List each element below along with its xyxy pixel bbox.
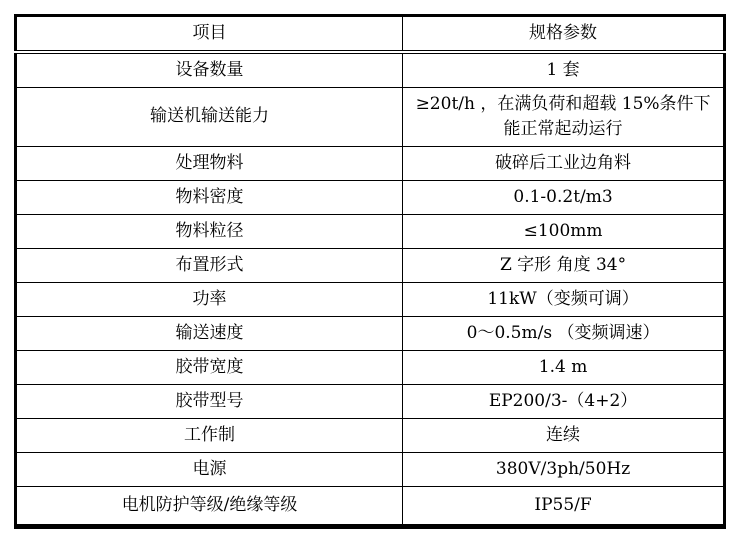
row-handled-material [16, 147, 725, 181]
spec-cell: 1 套 [403, 52, 725, 88]
row-belt-width [16, 351, 725, 385]
row-duty-cycle [16, 419, 725, 453]
row-belt-model [16, 385, 725, 419]
spec-cell: ≤100mm [403, 215, 725, 249]
spec-cell: ≥20t/h ，在满负荷和超载 15%条件下能正常起动运行 [403, 88, 725, 147]
spec-cell: EP200/3-（4+2） [403, 385, 725, 419]
row-conveying-speed [16, 317, 725, 351]
spec-cell: 连续 [403, 419, 725, 453]
row-layout-form [16, 249, 725, 283]
spec-cell: 380V/3ph/50Hz [403, 453, 725, 487]
header-row [16, 16, 725, 53]
spec-table [14, 14, 726, 529]
item-cell: 布置形式 [16, 249, 403, 283]
spec-cell: 破碎后工业边角料 [403, 147, 725, 181]
row-motor-protection [16, 487, 725, 527]
item-cell: 处理物料 [16, 147, 403, 181]
item-cell: 电源 [16, 453, 403, 487]
spec-cell: 11kW（变频可调） [403, 283, 725, 317]
spec-cell: 0～0.5m/s （变频调速） [403, 317, 725, 351]
spec-cell: Z 字形 角度 34° [403, 249, 725, 283]
row-power [16, 283, 725, 317]
row-equipment-quantity [16, 52, 725, 88]
row-conveying-capacity [16, 88, 725, 147]
item-cell: 工作制 [16, 419, 403, 453]
header-item: 项目 [16, 16, 403, 53]
item-cell: 输送机输送能力 [16, 88, 403, 147]
spec-cell: 1.4 m [403, 351, 725, 385]
spec-cell: IP55/F [403, 487, 725, 527]
row-power-supply [16, 453, 725, 487]
item-cell: 胶带宽度 [16, 351, 403, 385]
row-particle-size [16, 215, 725, 249]
item-cell: 设备数量 [16, 52, 403, 88]
header-spec: 规格参数 [403, 16, 725, 53]
item-cell: 输送速度 [16, 317, 403, 351]
spec-cell: 0.1-0.2t/m3 [403, 181, 725, 215]
item-cell: 电机防护等级/绝缘等级 [16, 487, 403, 527]
item-cell: 物料密度 [16, 181, 403, 215]
item-cell: 胶带型号 [16, 385, 403, 419]
item-cell: 物料粒径 [16, 215, 403, 249]
row-material-density [16, 181, 725, 215]
item-cell: 功率 [16, 283, 403, 317]
